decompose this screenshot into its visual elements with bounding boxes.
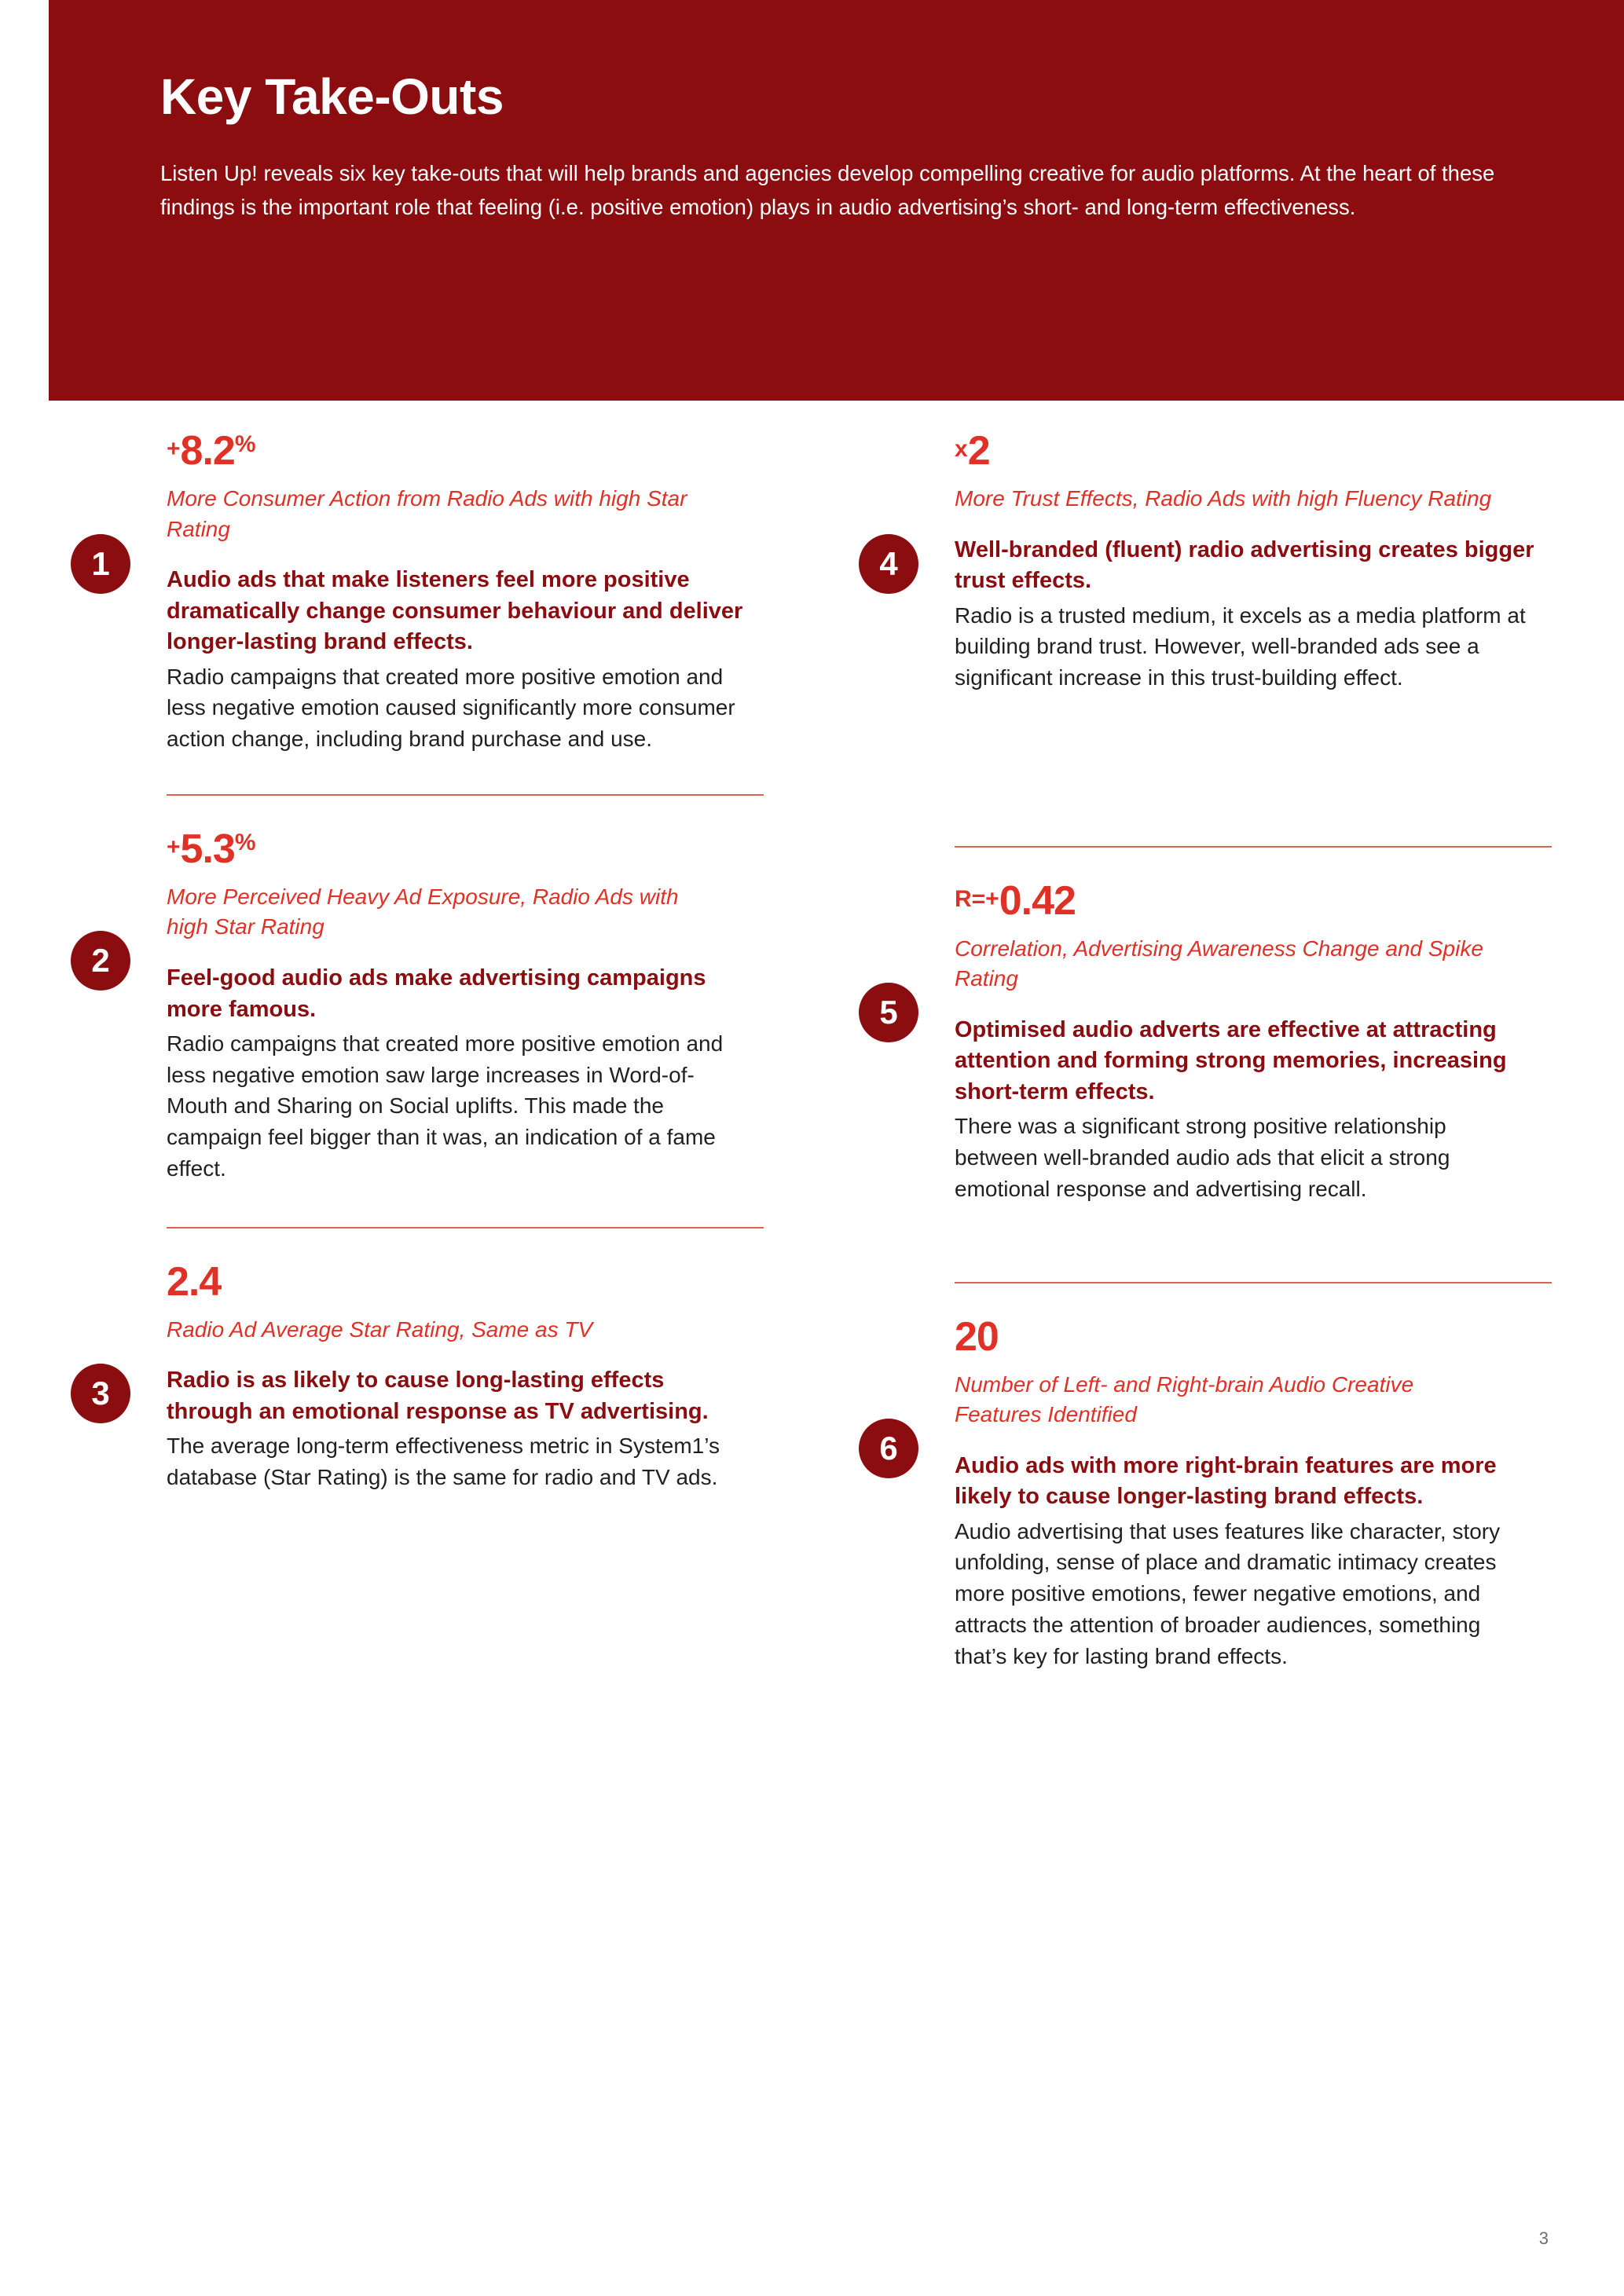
takeout-stat-description: Correlation, Advertising Awareness Change and Spike Rating xyxy=(955,936,1483,991)
page-number: 3 xyxy=(1538,2228,1549,2248)
takeout-stat xyxy=(955,877,1552,924)
takeout-number-badge: 4 xyxy=(859,534,918,594)
takeout-body: There was a significant strong positive relationship between well-branded audio ads that elicit a strong emotional response and advertising recall. xyxy=(955,1114,1450,1201)
takeout-stat-description: More Perceived Heavy Ad Exposure, Radio Ads with high Star Rating xyxy=(167,884,679,939)
stat-prefix: + xyxy=(167,436,181,462)
stat-prefix: + xyxy=(167,833,181,860)
takeout-headline: Audio ads that make listeners feel more positive dramatically change consumer behaviour and deliver longer-lasting brand effects. xyxy=(167,567,743,655)
takeout-stat-description: Number of Left- and Right-brain Audio Creative Features Identified xyxy=(955,1371,1414,1427)
takeout-stat xyxy=(167,428,764,474)
stat-prefix: x xyxy=(955,436,968,462)
stat-suffix: % xyxy=(234,829,256,855)
takeout-item-4 xyxy=(879,401,1552,694)
column-right xyxy=(879,401,1552,1672)
takeout-stat-description: Radio Ad Average Star Rating, Same as TV xyxy=(167,1316,593,1342)
stat-value: 2.4 xyxy=(167,1258,222,1305)
takeout-body: Radio is a trusted medium, it excels as a media platform at building brand trust. However, well-branded ads see a significant increase in this trust-building effect. xyxy=(955,602,1526,690)
takeout-number-badge: 6 xyxy=(859,1419,918,1478)
takeout-stat-description: More Trust Effects, Radio Ads with high Fluency Rating xyxy=(955,486,1492,511)
takeout-body: Audio advertising that uses features like character, story unfolding, sense of place and dramatic intimacy creates more positive emotions, fewer negative emotions, and attracts the attention of broader audiences, something that’s key for lasting brand effects. xyxy=(955,1518,1501,1668)
takeout-stat-description: More Consumer Action from Radio Ads with high Star Rating xyxy=(167,486,687,541)
stat-prefix: R=+ xyxy=(955,885,999,912)
stat-value: 2 xyxy=(967,428,990,474)
stat-value: 8.2 xyxy=(180,428,235,474)
page-header xyxy=(49,0,1624,401)
takeout-item-6 xyxy=(879,1283,1552,1672)
takeout-headline: Well-branded (fluent) radio advertising creates bigger trust effects. xyxy=(955,536,1534,594)
takeout-number-badge: 2 xyxy=(71,931,130,991)
takeout-stat xyxy=(167,1258,764,1305)
takeout-body: Radio campaigns that created more positive emotion and less negative emotion caused significantly more consumer action change, including brand purchase and use. xyxy=(167,664,735,752)
takeout-item-3 xyxy=(91,1229,764,1493)
takeout-headline: Radio is as likely to cause long-lasting effects through an emotional response as TV advertising. xyxy=(167,1368,709,1424)
takeout-stat xyxy=(955,428,1552,474)
takeout-item-2 xyxy=(91,796,764,1185)
page-title: Key Take-Outs xyxy=(160,68,504,125)
takeout-body: The average long-term effectiveness metric in System1’s database (Star Rating) is the same for radio and TV ads. xyxy=(167,1434,720,1489)
takeout-body: Radio campaigns that created more positive emotion and less negative emotion saw large increases in Word-of-Mouth and Sharing on Social uplifts. This made the campaign feel bigger than it was, an indication of a fame effect. xyxy=(167,1031,724,1181)
takeout-headline: Feel-good audio ads make advertising campaigns more famous. xyxy=(167,965,706,1022)
takeout-headline: Audio ads with more right-brain features are more likely to cause longer-lasting brand effects. xyxy=(955,1452,1497,1510)
stat-suffix: % xyxy=(234,431,256,457)
takeout-stat xyxy=(955,1313,1552,1360)
takeout-number-badge: 1 xyxy=(71,534,130,594)
page-intro: Listen Up! reveals six key take-outs that will help brands and agencies develop compelling creative for audio platforms. At the heart of these findings is the important role that feeling (i.e. positive emotion) plays in audio advertising’s short- and long-term effectiveness. xyxy=(160,161,1495,220)
stat-value: 20 xyxy=(955,1313,999,1360)
stat-value: 5.3 xyxy=(180,826,235,872)
takeout-stat xyxy=(167,826,764,872)
takeout-number-badge: 3 xyxy=(71,1364,130,1423)
takeout-item-5 xyxy=(879,848,1552,1205)
column-left xyxy=(91,401,764,1493)
stat-value: 0.42 xyxy=(999,877,1076,924)
takeout-headline: Optimised audio adverts are effective at attracting attention and forming strong memories, increasing short-term effects. xyxy=(955,1017,1507,1104)
takeout-item-1 xyxy=(91,401,764,755)
takeout-number-badge: 5 xyxy=(859,983,918,1042)
